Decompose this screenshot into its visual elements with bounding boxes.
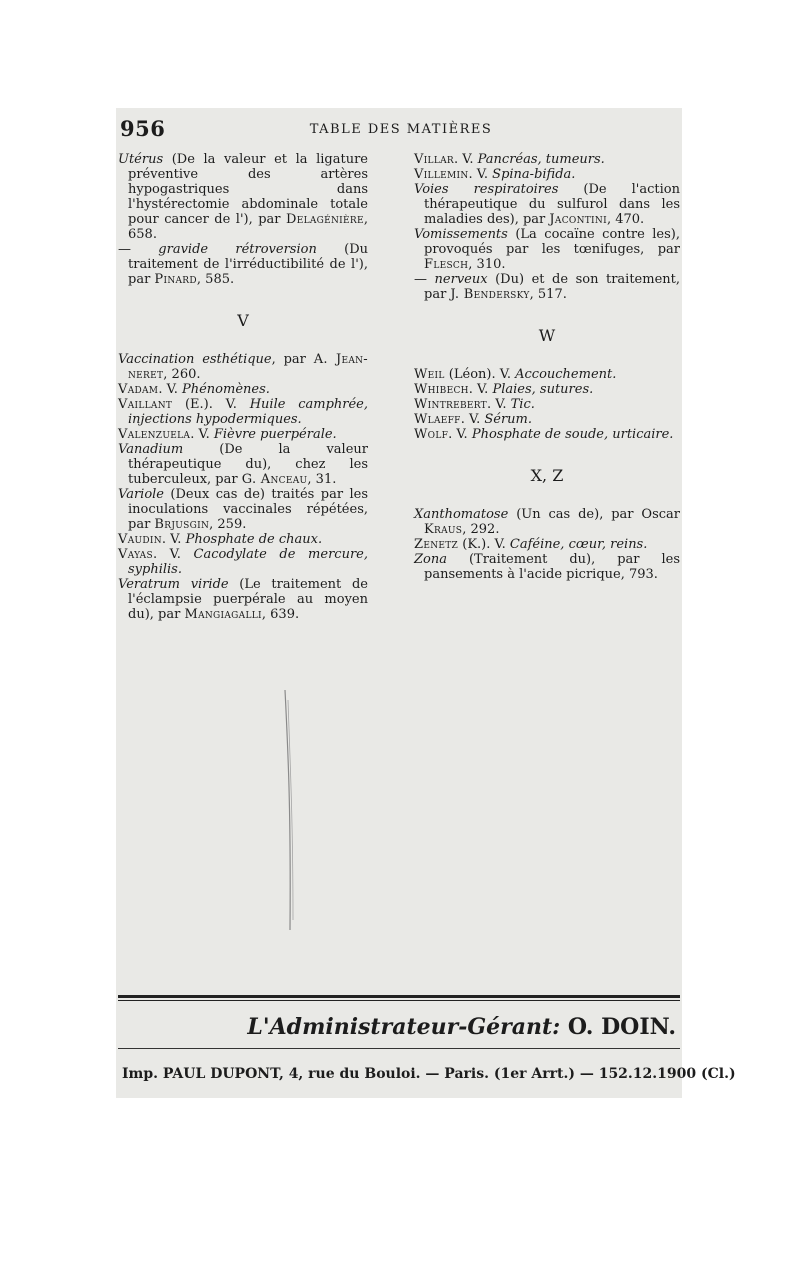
entry-text: (Un cas de), par Oscar xyxy=(508,507,680,522)
entry-reference: Fièvre puerpérale. xyxy=(213,427,337,442)
imprint-rule xyxy=(118,1048,680,1049)
entry-author: A. Jean-neret xyxy=(128,352,368,382)
index-entry xyxy=(118,382,368,397)
v-entries-right xyxy=(414,152,680,302)
entry-author: Wlaeff xyxy=(414,412,461,427)
entry-author: Vaillant xyxy=(118,397,173,412)
entry-text: (Du) et de son traitement, par xyxy=(424,272,680,302)
entry-heading: Vaccination esthétique xyxy=(118,352,272,367)
index-entry xyxy=(414,412,680,427)
entry-author: Valenzuela xyxy=(118,427,191,442)
entry-page: , 259. xyxy=(209,517,247,532)
entry-author: Flesch xyxy=(424,257,469,272)
index-entry xyxy=(414,397,680,412)
entry-reference: Huile camphrée, injections hypodermiques. xyxy=(128,397,368,427)
index-entry xyxy=(414,382,680,397)
index-entry xyxy=(414,507,680,537)
index-entry xyxy=(414,167,680,182)
index-entry xyxy=(414,427,680,442)
entry-author: Wintrebert xyxy=(414,397,487,412)
index-entry xyxy=(414,272,680,302)
entry-text: (Deux cas de) traités par les inoculations vaccinales répétées, par xyxy=(128,487,368,532)
entry-page: , 292. xyxy=(462,522,500,537)
entry-author: Mangiagalli xyxy=(184,607,262,622)
entry-author: Delagénière xyxy=(285,212,364,227)
entry-text: (Traitement du), par les pansements à l'acide picrique, 793. xyxy=(424,552,680,582)
entry-heading: Voies respiratoires xyxy=(414,182,559,197)
entry-page: , 470. xyxy=(606,212,645,227)
index-entry xyxy=(414,182,680,227)
w-entries xyxy=(414,367,680,442)
entry-text: . V. xyxy=(460,412,485,427)
entry-author: Vaudin xyxy=(118,532,162,547)
entry-reference: Phénomènes. xyxy=(181,382,270,397)
entry-author: Pinard xyxy=(154,272,197,287)
entry-heading: Utérus xyxy=(118,152,164,167)
page-title: TABLE DES MATIÈRES xyxy=(309,122,493,137)
u-entries xyxy=(118,152,368,287)
entry-page: , 658. xyxy=(128,212,368,242)
entry-heading: Zona xyxy=(414,552,447,567)
entry-text: (E.). V. xyxy=(172,397,250,412)
entry-reference: Plaies, sutures. xyxy=(492,382,594,397)
entry-text: (De la valeur et la ligature préventive des artères hypogastriques dans l'hystérectomie abdominale totale pour cancer de l'), par xyxy=(128,152,368,227)
right-column xyxy=(414,152,680,582)
entry-heading: — nerveux xyxy=(414,272,488,287)
page-number: 956 xyxy=(120,116,166,141)
entry-text: . V. xyxy=(190,427,214,442)
entry-reference: Sérum. xyxy=(484,412,533,427)
entry-text: . V. xyxy=(453,152,478,167)
entry-page: , 585. xyxy=(196,272,235,287)
administrator-label: L'Administrateur-Gérant: xyxy=(247,1014,561,1040)
entry-reference: Accouchement. xyxy=(515,367,617,382)
entry-author: Vayas xyxy=(118,547,153,562)
letter-heading-xz: X, Z xyxy=(530,466,564,485)
entry-heading: Xanthomatose xyxy=(414,507,509,522)
entry-heading: Vanadium xyxy=(118,442,184,457)
entry-text: (Du traitement de l'irréductibilité de l'), par xyxy=(128,242,368,287)
entry-reference: Tic. xyxy=(510,397,535,412)
index-entry xyxy=(414,537,680,552)
letter-heading-v: V xyxy=(237,311,249,330)
xz-entries xyxy=(414,507,680,582)
entry-reference: Phosphate de soude, urticaire. xyxy=(471,427,674,442)
index-entry xyxy=(118,577,368,622)
index-entry xyxy=(118,442,368,487)
index-entry xyxy=(118,397,368,427)
entry-reference: Caféine, cœur, reins. xyxy=(509,537,648,552)
entry-text: (De la valeur thérapeutique du), chez les tuberculeux, par xyxy=(128,442,368,487)
entry-text: (Le traitement de l'éclampsie puerpérale au moyen du), par xyxy=(128,577,368,622)
entry-heading: Vomissements xyxy=(414,227,508,242)
index-entry xyxy=(118,242,368,287)
entry-page: , 639. xyxy=(261,607,300,622)
entry-author: J. Bendersky xyxy=(450,287,530,302)
entry-page: , 517. xyxy=(529,287,567,302)
entry-text: (Léon). V. xyxy=(444,367,516,382)
entry-author: Villar xyxy=(414,152,454,167)
entry-text: (La cocaïne contre les), provoqués par les tœnifuges, par xyxy=(424,227,680,257)
entry-heading: Variole xyxy=(118,487,164,502)
index-entry xyxy=(414,152,680,167)
entry-author: Jacontini xyxy=(549,212,607,227)
index-entry xyxy=(118,547,368,577)
entry-text: . V. xyxy=(468,167,493,182)
left-column xyxy=(118,152,368,622)
entry-heading: Veratrum viride xyxy=(118,577,229,592)
administrator-line xyxy=(120,1014,676,1040)
entry-author: Kraus xyxy=(424,522,463,537)
index-entry xyxy=(118,487,368,532)
entry-text: . V. xyxy=(161,532,186,547)
entry-author: Brjusgin xyxy=(154,517,210,532)
entry-author: Zenetz xyxy=(414,537,459,552)
entry-text: (K.). V. xyxy=(458,537,510,552)
index-entry xyxy=(118,152,368,242)
entry-reference: Pancréas, tumeurs. xyxy=(477,152,605,167)
entry-text: . V. xyxy=(468,382,493,397)
entry-page: , 31. xyxy=(307,472,337,487)
administrator-name: O. DOIN. xyxy=(567,1014,676,1040)
entry-text: . V. xyxy=(448,427,472,442)
entry-page: , 260. xyxy=(163,367,201,382)
entry-author: Vadam xyxy=(118,382,159,397)
page-header xyxy=(120,116,682,142)
index-entry xyxy=(118,532,368,547)
entry-author: Villemin xyxy=(414,167,469,182)
index-entry xyxy=(414,367,680,382)
entry-text: . V. xyxy=(486,397,511,412)
entry-reference: Cacodylate de mercure, syphilis. xyxy=(128,547,368,577)
footer-rule-thick xyxy=(118,995,680,998)
entry-author: Weil xyxy=(414,367,445,382)
entry-heading: — gravide rétroversion xyxy=(118,242,317,257)
index-entry xyxy=(414,552,680,582)
entry-text: (De l'action thérapeutique du sulfurol dans les maladies des), par xyxy=(424,182,680,227)
pencil-mark xyxy=(282,690,296,930)
index-entry xyxy=(118,352,368,382)
entry-author: G. Anceau xyxy=(241,472,308,487)
entry-text: . V. xyxy=(158,382,182,397)
letter-heading-w: W xyxy=(538,326,556,345)
entry-author: Wolf xyxy=(414,427,449,442)
index-entry xyxy=(414,227,680,272)
index-entry xyxy=(118,427,368,442)
entry-page: , 310. xyxy=(468,257,506,272)
entry-reference: Spina-bifida. xyxy=(492,167,576,182)
printer-imprint: Imp. PAUL DUPONT, 4, rue du Bouloi. — Paris. (1er Arrt.) — 152.12.1900 (Cl.) xyxy=(122,1066,736,1082)
entry-author: Whibech xyxy=(414,382,469,397)
entry-text: . V. xyxy=(152,547,194,562)
v-entries-left xyxy=(118,352,368,622)
footer-rule-thin xyxy=(118,1000,680,1001)
entry-text: , par xyxy=(271,352,314,367)
entry-reference: Phosphate de chaux. xyxy=(185,532,323,547)
